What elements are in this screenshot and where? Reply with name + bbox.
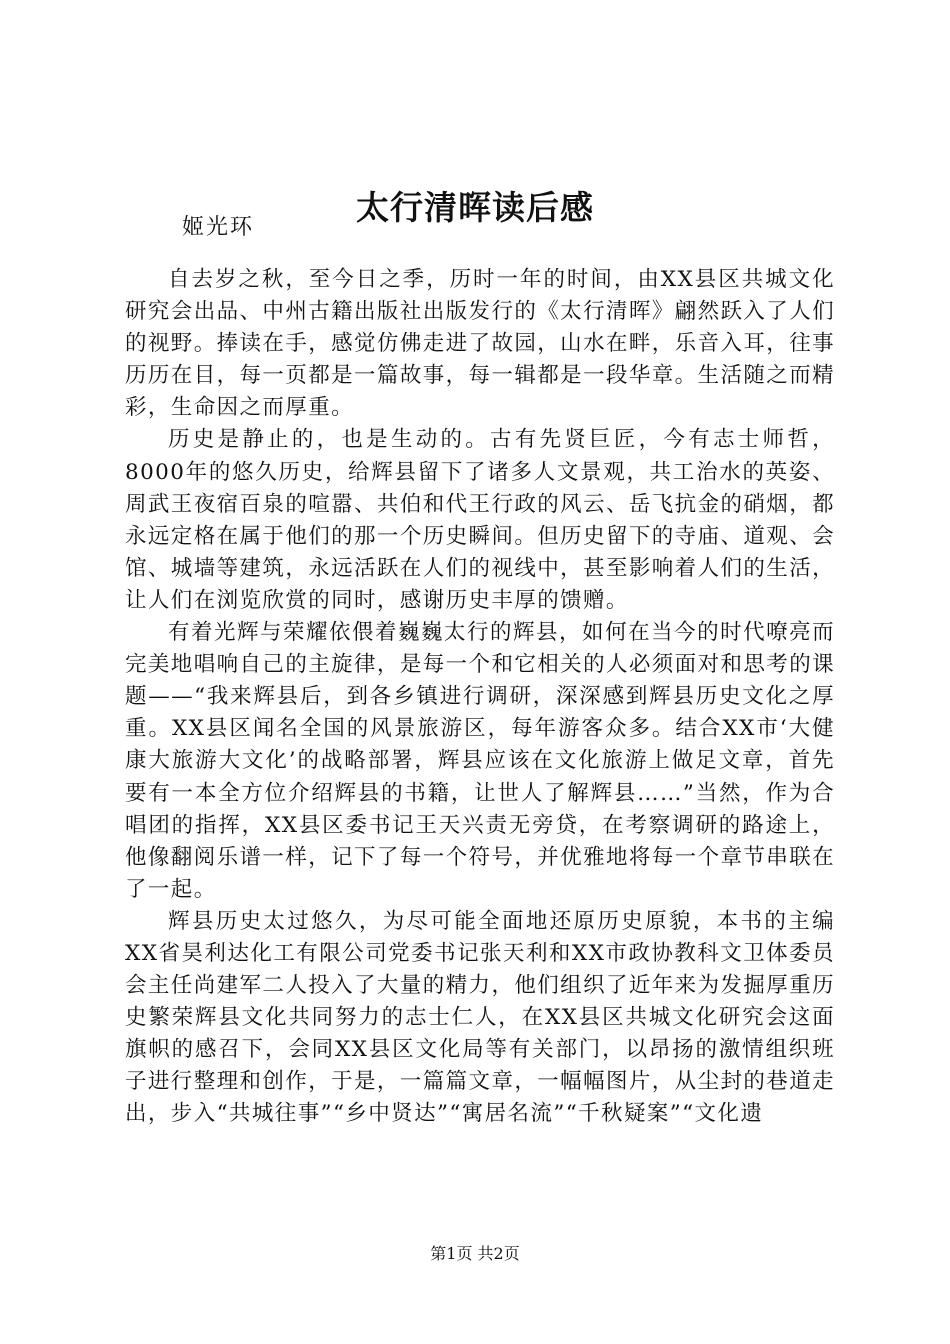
document-body xyxy=(125,264,835,1131)
document-title: 太行清晖读后感 xyxy=(356,188,594,227)
author-name: 姬光环 xyxy=(182,215,255,240)
paragraph: 自去岁之秋，至今日之季，历时一年的时间，由XX县区共城文化研究会出品、中州古籍出版社出版发行的《太行清晖》翩然跃入了人们的视野。捧读在手，感觉仿佛走进了故园，山水在畔，乐音入耳，往事历历在目，每一页都是一篇故事，每一辑都是一段华章。生活随之而精彩，生命因之而厚重。 xyxy=(125,267,835,421)
page-number-footer: 第1页 共2页 xyxy=(430,1244,520,1263)
paragraph: 历史是静止的，也是生动的。古有先贤巨匠，今有志士师哲，8000年的悠久历史，给辉县留下了诸多人文景观，共工治水的英姿、周武王夜宿百泉的喧嚣、共伯和代王行政的风云、岳飞抗金的硝烟，都永远定格在属于他们的那一个历史瞬间。但历史留下的寺庙、道观、会馆、城墙等建筑，永远活跃在人们的视线中，甚至影响着人们的生活，让人们在浏览欣赏的同时，感谢历史丰厚的馈赠。 xyxy=(125,427,835,613)
paragraph: 辉县历史太过悠久，为尽可能全面地还原历史原貌，本书的主编XX省昊利达化工有限公司党委书记张天利和XX市政协教科文卫体委员会主任尚建军二人投入了大量的精力，他们组织了近年来为发掘厚重历史繁荣辉县文化共同努力的志士仁人，在XX县区共城文化研究会这面旗帜的感召下，会同XX县区文化局等有关部门，以昂扬的激情组织班子进行整理和创作，于是，一篇篇文章，一幅幅图片，从尘封的巷道走出，步入“共城往事”“乡中贤达”“寓居名流”“千秋疑案”“文化遗 xyxy=(125,908,835,1127)
paragraph: 有着光辉与荣耀依偎着巍巍太行的辉县，如何在当今的时代嘹亮而完美地唱响自己的主旋律，是每一个和它相关的人必须面对和思考的课题——“我来辉县后，到各乡镇进行调研，深深感到辉县历史文化之厚重。XX县区闻名全国的风景旅游区，每年游客众多。结合XX市‘大健康大旅游大文化’的战略部署，辉县应该在文化旅游上做足文章，首先要有一本全方位介绍辉县的书籍，让世人了解辉县……”当然，作为合唱团的指挥，XX县区委书记王天兴责无旁贷，在考察调研的路途上，他像翻阅乐谱一样，记下了每一个符号，并优雅地将每一个章节串联在了一起。 xyxy=(125,620,835,902)
